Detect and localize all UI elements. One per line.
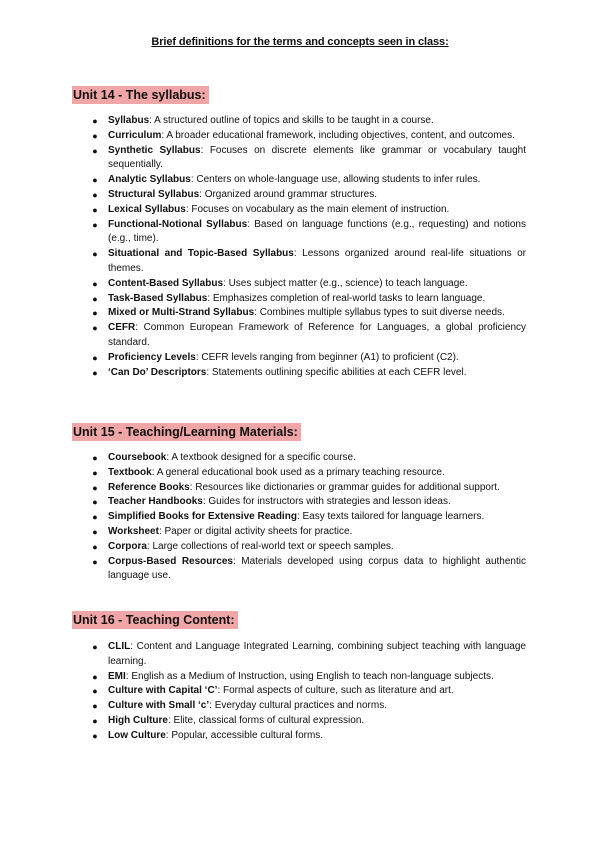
list-item: ● EMI: English as a Medium of Instruction, using English to teach non-language subjects. bbox=[90, 670, 526, 685]
list-item: ● Lexical Syllabus: Focuses on vocabulary as the main element of instruction. bbox=[90, 203, 526, 218]
list-item: ● Coursebook: A textbook designed for a specific course. bbox=[90, 451, 526, 466]
bullet-icon: ● bbox=[92, 249, 98, 260]
list-item: ● Worksheet: Paper or digital activity sheets for practice. bbox=[90, 525, 526, 540]
list-item: ● Syllabus: A structured outline of topics and skills to be taught in a course. bbox=[90, 114, 526, 129]
list-item: ● ‘Can Do’ Descriptors: Statements outlining specific abilities at each CEFR level. bbox=[90, 366, 526, 381]
bullet-icon: ● bbox=[92, 189, 98, 200]
bullet-icon: ● bbox=[92, 352, 98, 363]
bullet-icon: ● bbox=[92, 116, 98, 126]
bullet-icon: ● bbox=[92, 642, 98, 652]
bullet-icon: ● bbox=[92, 526, 98, 537]
bullet-icon: ● bbox=[92, 293, 98, 304]
bullet-icon: ● bbox=[92, 482, 98, 493]
list-item: ● Culture with Capital ‘C’: Formal aspects of culture, such as literature and art. bbox=[90, 684, 526, 699]
list-item: ● Curriculum: A broader educational framework, including objectives, content, and outcomes. bbox=[90, 129, 526, 144]
list-item: ● Content-Based Syllabus: Uses subject matter (e.g., science) to teach language. bbox=[90, 277, 526, 292]
bullet-icon: ● bbox=[92, 512, 98, 523]
bullet-icon: ● bbox=[92, 730, 98, 741]
bullet-icon: ● bbox=[92, 686, 98, 697]
list-item: ● Proficiency Levels: CEFR levels ranging from beginner (A1) to proficient (C2). bbox=[90, 351, 526, 366]
bullet-icon: ● bbox=[92, 556, 98, 567]
unit-15-list bbox=[90, 451, 526, 584]
bullet-icon: ● bbox=[92, 453, 98, 463]
list-item: ● Reference Books: Resources like dictionaries or grammar guides for additional support. bbox=[90, 481, 526, 496]
list-item: ● Mixed or Multi-Strand Syllabus: Combines multiple syllabus types to suit diverse needs. bbox=[90, 306, 526, 321]
bullet-icon: ● bbox=[92, 701, 98, 712]
bullet-icon: ● bbox=[92, 130, 98, 141]
list-item: ● CLIL: Content and Language Integrated Learning, combining subject teaching with language learning. bbox=[90, 640, 526, 670]
unit-16-heading: Unit 16 - Teaching Content: bbox=[72, 611, 238, 629]
bullet-icon: ● bbox=[92, 145, 98, 156]
bullet-icon: ● bbox=[92, 175, 98, 186]
list-item: ● Textbook: A general educational book used as a primary teaching resource. bbox=[90, 466, 526, 481]
bullet-icon: ● bbox=[92, 323, 98, 334]
list-item: ● Functional-Notional Syllabus: Based on language functions (e.g., requesting) and notions (e.g., time). bbox=[90, 218, 526, 248]
list-item: ● Analytic Syllabus: Centers on whole-language use, allowing students to infer rules. bbox=[90, 173, 526, 188]
list-item: ● Situational and Topic-Based Syllabus: Lessons organized around real-life situations or themes. bbox=[90, 247, 526, 277]
bullet-icon: ● bbox=[92, 497, 98, 508]
list-item: ● Corpus-Based Resources: Materials developed using corpus data to highlight authentic language use. bbox=[90, 555, 526, 585]
list-item: ● High Culture: Elite, classical forms of cultural expression. bbox=[90, 714, 526, 729]
bullet-icon: ● bbox=[92, 715, 98, 726]
list-item: ● Corpora: Large collections of real-world text or speech samples. bbox=[90, 540, 526, 555]
bullet-icon: ● bbox=[92, 308, 98, 319]
list-item: ● Synthetic Syllabus: Focuses on discrete elements like grammar or vocabulary taught sequentially. bbox=[90, 144, 526, 174]
unit-16-list bbox=[90, 640, 526, 744]
list-item: ● Structural Syllabus: Organized around grammar structures. bbox=[90, 188, 526, 203]
document-title: Brief definitions for the terms and concepts seen in class: bbox=[151, 36, 449, 48]
list-item: ● Low Culture: Popular, accessible cultural forms. bbox=[90, 729, 526, 744]
list-item: ● Culture with Small ‘c’: Everyday cultural practices and norms. bbox=[90, 699, 526, 714]
unit-14-list bbox=[90, 114, 526, 380]
unit-15-heading: Unit 15 - Teaching/Learning Materials: bbox=[72, 423, 301, 441]
bullet-icon: ● bbox=[92, 467, 98, 478]
list-item: ● Simplified Books for Extensive Reading: Easy texts tailored for language learners. bbox=[90, 510, 526, 525]
unit-14-heading: Unit 14 - The syllabus: bbox=[72, 86, 209, 104]
list-item: ● Teacher Handbooks: Guides for instructors with strategies and lesson ideas. bbox=[90, 495, 526, 510]
bullet-icon: ● bbox=[92, 541, 98, 552]
bullet-icon: ● bbox=[92, 671, 98, 682]
list-item: ● CEFR: Common European Framework of Reference for Languages, a global proficiency standard. bbox=[90, 321, 526, 351]
list-item: ● Task-Based Syllabus: Emphasizes completion of real-world tasks to learn language. bbox=[90, 292, 526, 307]
bullet-icon: ● bbox=[92, 278, 98, 289]
bullet-icon: ● bbox=[92, 219, 98, 230]
bullet-icon: ● bbox=[92, 367, 98, 378]
bullet-icon: ● bbox=[92, 204, 98, 215]
